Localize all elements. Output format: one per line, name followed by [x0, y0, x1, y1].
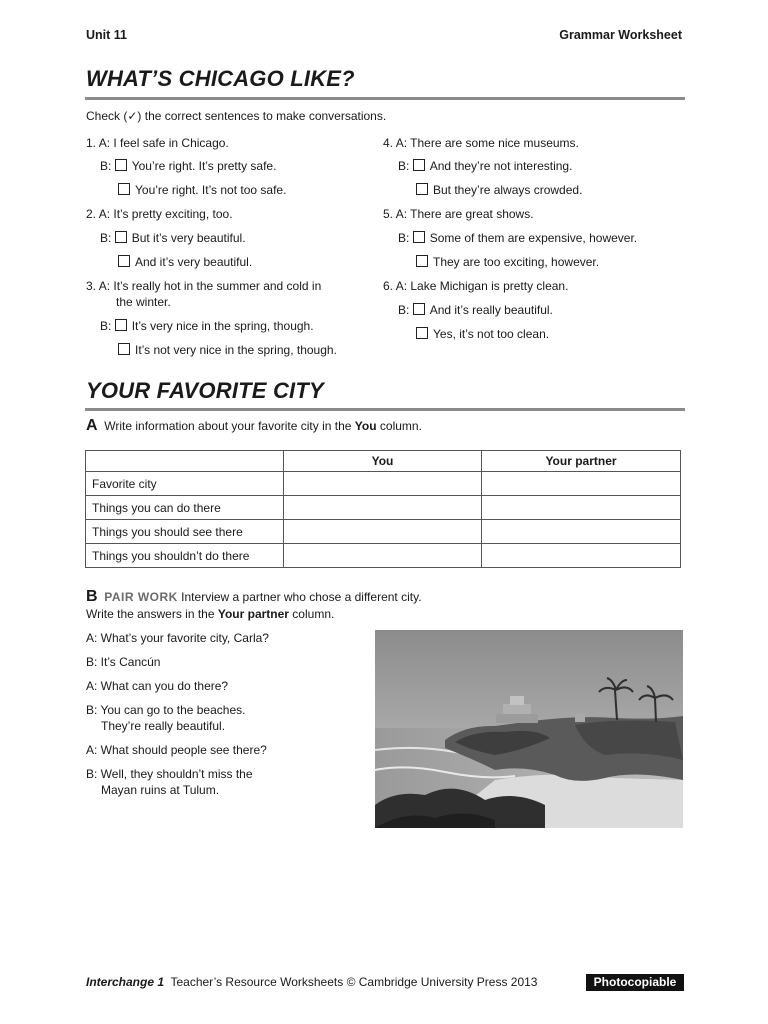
part-b-instruction-2: Write the answers in the Your partner column. — [86, 607, 335, 621]
table-row — [86, 496, 681, 520]
item-3-option-1[interactable]: B: It’s very nice in the spring, though. — [100, 319, 314, 333]
item-2-option-1[interactable]: B: But it’s very beautiful. — [100, 231, 246, 245]
checkmark-icon: ✓ — [127, 109, 138, 123]
partner-cell[interactable] — [482, 544, 681, 568]
you-cell[interactable] — [284, 496, 482, 520]
item-2-question: 2. A: It’s pretty exciting, too. — [86, 207, 233, 221]
checkbox-icon[interactable] — [118, 183, 130, 195]
item-3-question-cont: the winter. — [116, 295, 171, 309]
dialogue-line: B: It’s Cancún — [86, 655, 161, 669]
checkbox-icon[interactable] — [413, 159, 425, 171]
tulum-ruins-photo — [375, 630, 683, 828]
pair-work-label: PAIR WORK — [104, 590, 178, 604]
checkbox-icon[interactable] — [413, 303, 425, 315]
section2-rule — [85, 408, 685, 411]
item-2-option-2[interactable]: And it’s very beautiful. — [118, 254, 252, 270]
dialogue-line: B: You can go to the beaches. — [86, 703, 246, 717]
dialogue-line-cont: Mayan ruins at Tulum. — [101, 783, 220, 797]
table-header-you: You — [284, 451, 482, 472]
part-a-instruction: A Write information about your favorite city in the You column. — [86, 417, 422, 434]
checkbox-icon[interactable] — [416, 183, 428, 195]
row-label: Things you shouldn’t do there — [86, 544, 284, 568]
item-3-question: 3. A: It’s really hot in the summer and cold in — [86, 279, 322, 293]
table-row — [86, 472, 681, 496]
you-cell[interactable] — [284, 472, 482, 496]
dialogue-line: A: What’s your favorite city, Carla? — [86, 631, 269, 645]
item-6-question: 6. A: Lake Michigan is pretty clean. — [383, 279, 569, 293]
item-5-option-1[interactable]: B: Some of them are expensive, however. — [398, 231, 638, 245]
dialogue-line: A: What can you do there? — [86, 679, 229, 693]
row-label: Things you should see there — [86, 520, 284, 544]
item-4-option-1[interactable]: B: And they’re not interesting. — [398, 159, 573, 173]
checkbox-icon[interactable] — [416, 327, 428, 339]
section1-title: WHAT’S CHICAGO LIKE? — [86, 66, 355, 91]
table-row — [86, 544, 681, 568]
you-cell[interactable] — [284, 544, 482, 568]
row-label: Things you can do there — [86, 496, 284, 520]
checkbox-icon[interactable] — [118, 255, 130, 267]
item-4-option-2[interactable]: But they’re always crowded. — [416, 182, 582, 198]
table-row — [86, 520, 681, 544]
table-header-partner: Your partner — [482, 451, 681, 472]
item-4-question: 4. A: There are some nice museums. — [383, 136, 579, 150]
row-label: Favorite city — [86, 472, 284, 496]
table-header-empty — [86, 451, 284, 472]
item-1-question: 1. A: I feel safe in Chicago. — [86, 136, 229, 150]
item-6-option-2[interactable]: Yes, it’s not too clean. — [416, 326, 549, 342]
dialogue-line: A: What should people see there? — [86, 743, 267, 757]
item-3-option-2[interactable]: It’s not very nice in the spring, though. — [118, 342, 337, 358]
table-header-row — [86, 451, 681, 472]
unit-label: Unit 11 — [86, 28, 127, 42]
you-cell[interactable] — [284, 520, 482, 544]
item-5-option-2[interactable]: They are too exciting, however. — [416, 254, 599, 270]
item-1-option-1[interactable]: B: You’re right. It’s pretty safe. — [100, 159, 277, 173]
checkbox-icon[interactable] — [115, 159, 127, 171]
section2-title: YOUR FAVORITE CITY — [86, 378, 324, 403]
worksheet-type: Grammar Worksheet — [559, 28, 682, 42]
checkbox-icon[interactable] — [115, 231, 127, 243]
part-b-instruction: B PAIR WORK Interview a partner who chose a different city. — [86, 588, 422, 605]
checkbox-icon[interactable] — [115, 319, 127, 331]
section1-rule — [85, 97, 685, 100]
favorite-city-table — [85, 450, 681, 568]
footer-credit: Interchange 1 Teacher’s Resource Worksheets © Cambridge University Press 2013 — [86, 975, 538, 989]
item-5-question: 5. A: There are great shows. — [383, 207, 534, 221]
section1-instruction: Check (✓) the correct sentences to make conversations. — [86, 109, 387, 123]
part-b-letter: B — [86, 588, 98, 605]
partner-cell[interactable] — [482, 472, 681, 496]
checkbox-icon[interactable] — [416, 255, 428, 267]
part-a-letter: A — [86, 417, 98, 434]
photocopiable-badge: Photocopiable — [586, 974, 684, 991]
dialogue-line: B: Well, they shouldn’t miss the — [86, 767, 253, 781]
checkbox-icon[interactable] — [118, 343, 130, 355]
partner-cell[interactable] — [482, 496, 681, 520]
checkbox-icon[interactable] — [413, 231, 425, 243]
item-6-option-1[interactable]: B: And it’s really beautiful. — [398, 303, 553, 317]
partner-cell[interactable] — [482, 520, 681, 544]
dialogue-line-cont: They’re really beautiful. — [101, 719, 226, 733]
item-1-option-2[interactable]: You’re right. It’s not too safe. — [118, 182, 286, 198]
